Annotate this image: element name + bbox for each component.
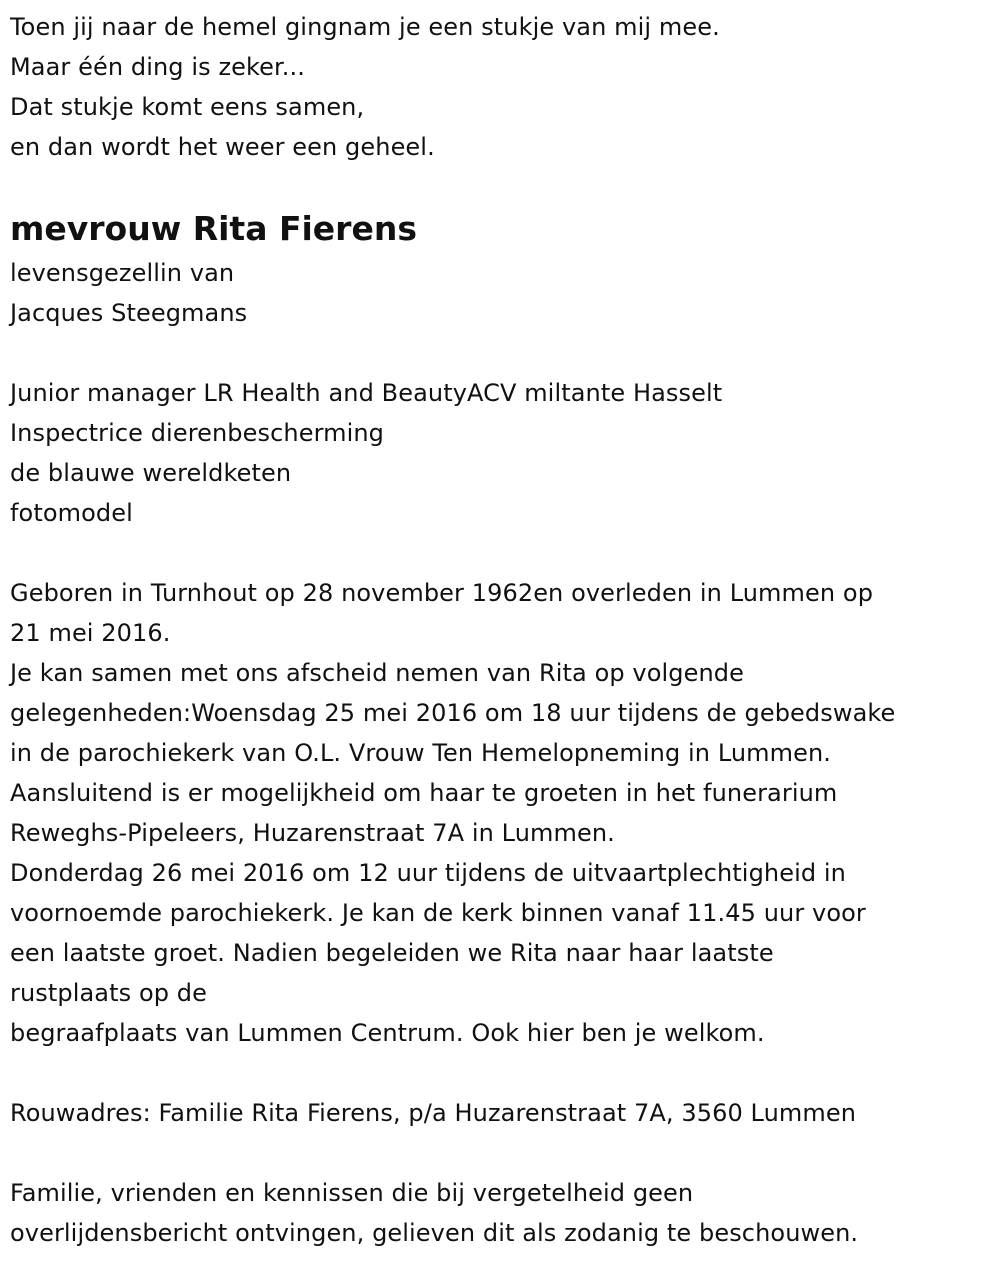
spacer — [10, 533, 895, 573]
poem — [10, 7, 895, 167]
role-line: de blauwe wereldketen — [10, 459, 292, 487]
role-line: Inspectrice dierenbescherming — [10, 419, 385, 447]
roles — [10, 373, 895, 533]
partner-info — [10, 253, 895, 333]
closing-note — [10, 1173, 895, 1253]
poem-line: Dat stukje komt eens samen, — [10, 93, 365, 121]
partner-line: Jacques Steegmans — [10, 299, 248, 327]
details-line: Je kan samen met ons afscheid nemen van Rita op volgende — [10, 659, 744, 687]
closing-line: overlijdensbericht ontvingen, gelieven dit als zodanig te beschouwen. — [10, 1219, 859, 1247]
deceased-name: mevrouw Rita Fierens — [10, 209, 417, 248]
details-line: in de parochiekerk van O.L. Vrouw Ten Hemelopneming in Lummen. — [10, 739, 832, 767]
mourning-address: Rouwadres: Familie Rita Fierens, p/a Huzarenstraat 7A, 3560 Lummen — [10, 1099, 857, 1127]
details-line: voornoemde parochiekerk. Je kan de kerk binnen vanaf 11.45 uur voor — [10, 899, 866, 927]
spacer — [10, 167, 895, 207]
poem-line: en dan wordt het weer een geheel. — [10, 133, 435, 161]
spacer — [10, 1133, 895, 1173]
details-line: Geboren in Turnhout op 28 november 1962en overleden in Lummen op — [10, 579, 874, 607]
role-line: Junior manager LR Health and BeautyACV miltante Hasselt — [10, 379, 723, 407]
details-line: Aansluitend is er mogelijkheid om haar te groeten in het funerarium — [10, 779, 838, 807]
poem-line: Maar één ding is zeker... — [10, 53, 305, 81]
details-line: 21 mei 2016. — [10, 619, 171, 647]
details — [10, 573, 895, 1053]
details-line: Reweghs-Pipeleers, Huzarenstraat 7A in Lummen. — [10, 819, 615, 847]
obituary-document — [10, 7, 895, 1253]
poem-line: Toen jij naar de hemel gingnam je een stukje van mij mee. — [10, 13, 720, 41]
spacer — [10, 1053, 895, 1093]
details-line: begraafplaats van Lummen Centrum. Ook hier ben je welkom. — [10, 1019, 765, 1047]
details-line: gelegenheden:Woensdag 25 mei 2016 om 18 uur tijdens de gebedswake — [10, 699, 896, 727]
partner-line: levensgezellin van — [10, 259, 235, 287]
details-line: een laatste groet. Nadien begeleiden we Rita naar haar laatste — [10, 939, 774, 967]
details-line: Donderdag 26 mei 2016 om 12 uur tijdens de uitvaartplechtigheid in — [10, 859, 846, 887]
details-line: rustplaats op de — [10, 979, 207, 1007]
closing-line: Familie, vrienden en kennissen die bij vergetelheid geen — [10, 1179, 694, 1207]
spacer — [10, 333, 895, 373]
role-line: fotomodel — [10, 499, 133, 527]
